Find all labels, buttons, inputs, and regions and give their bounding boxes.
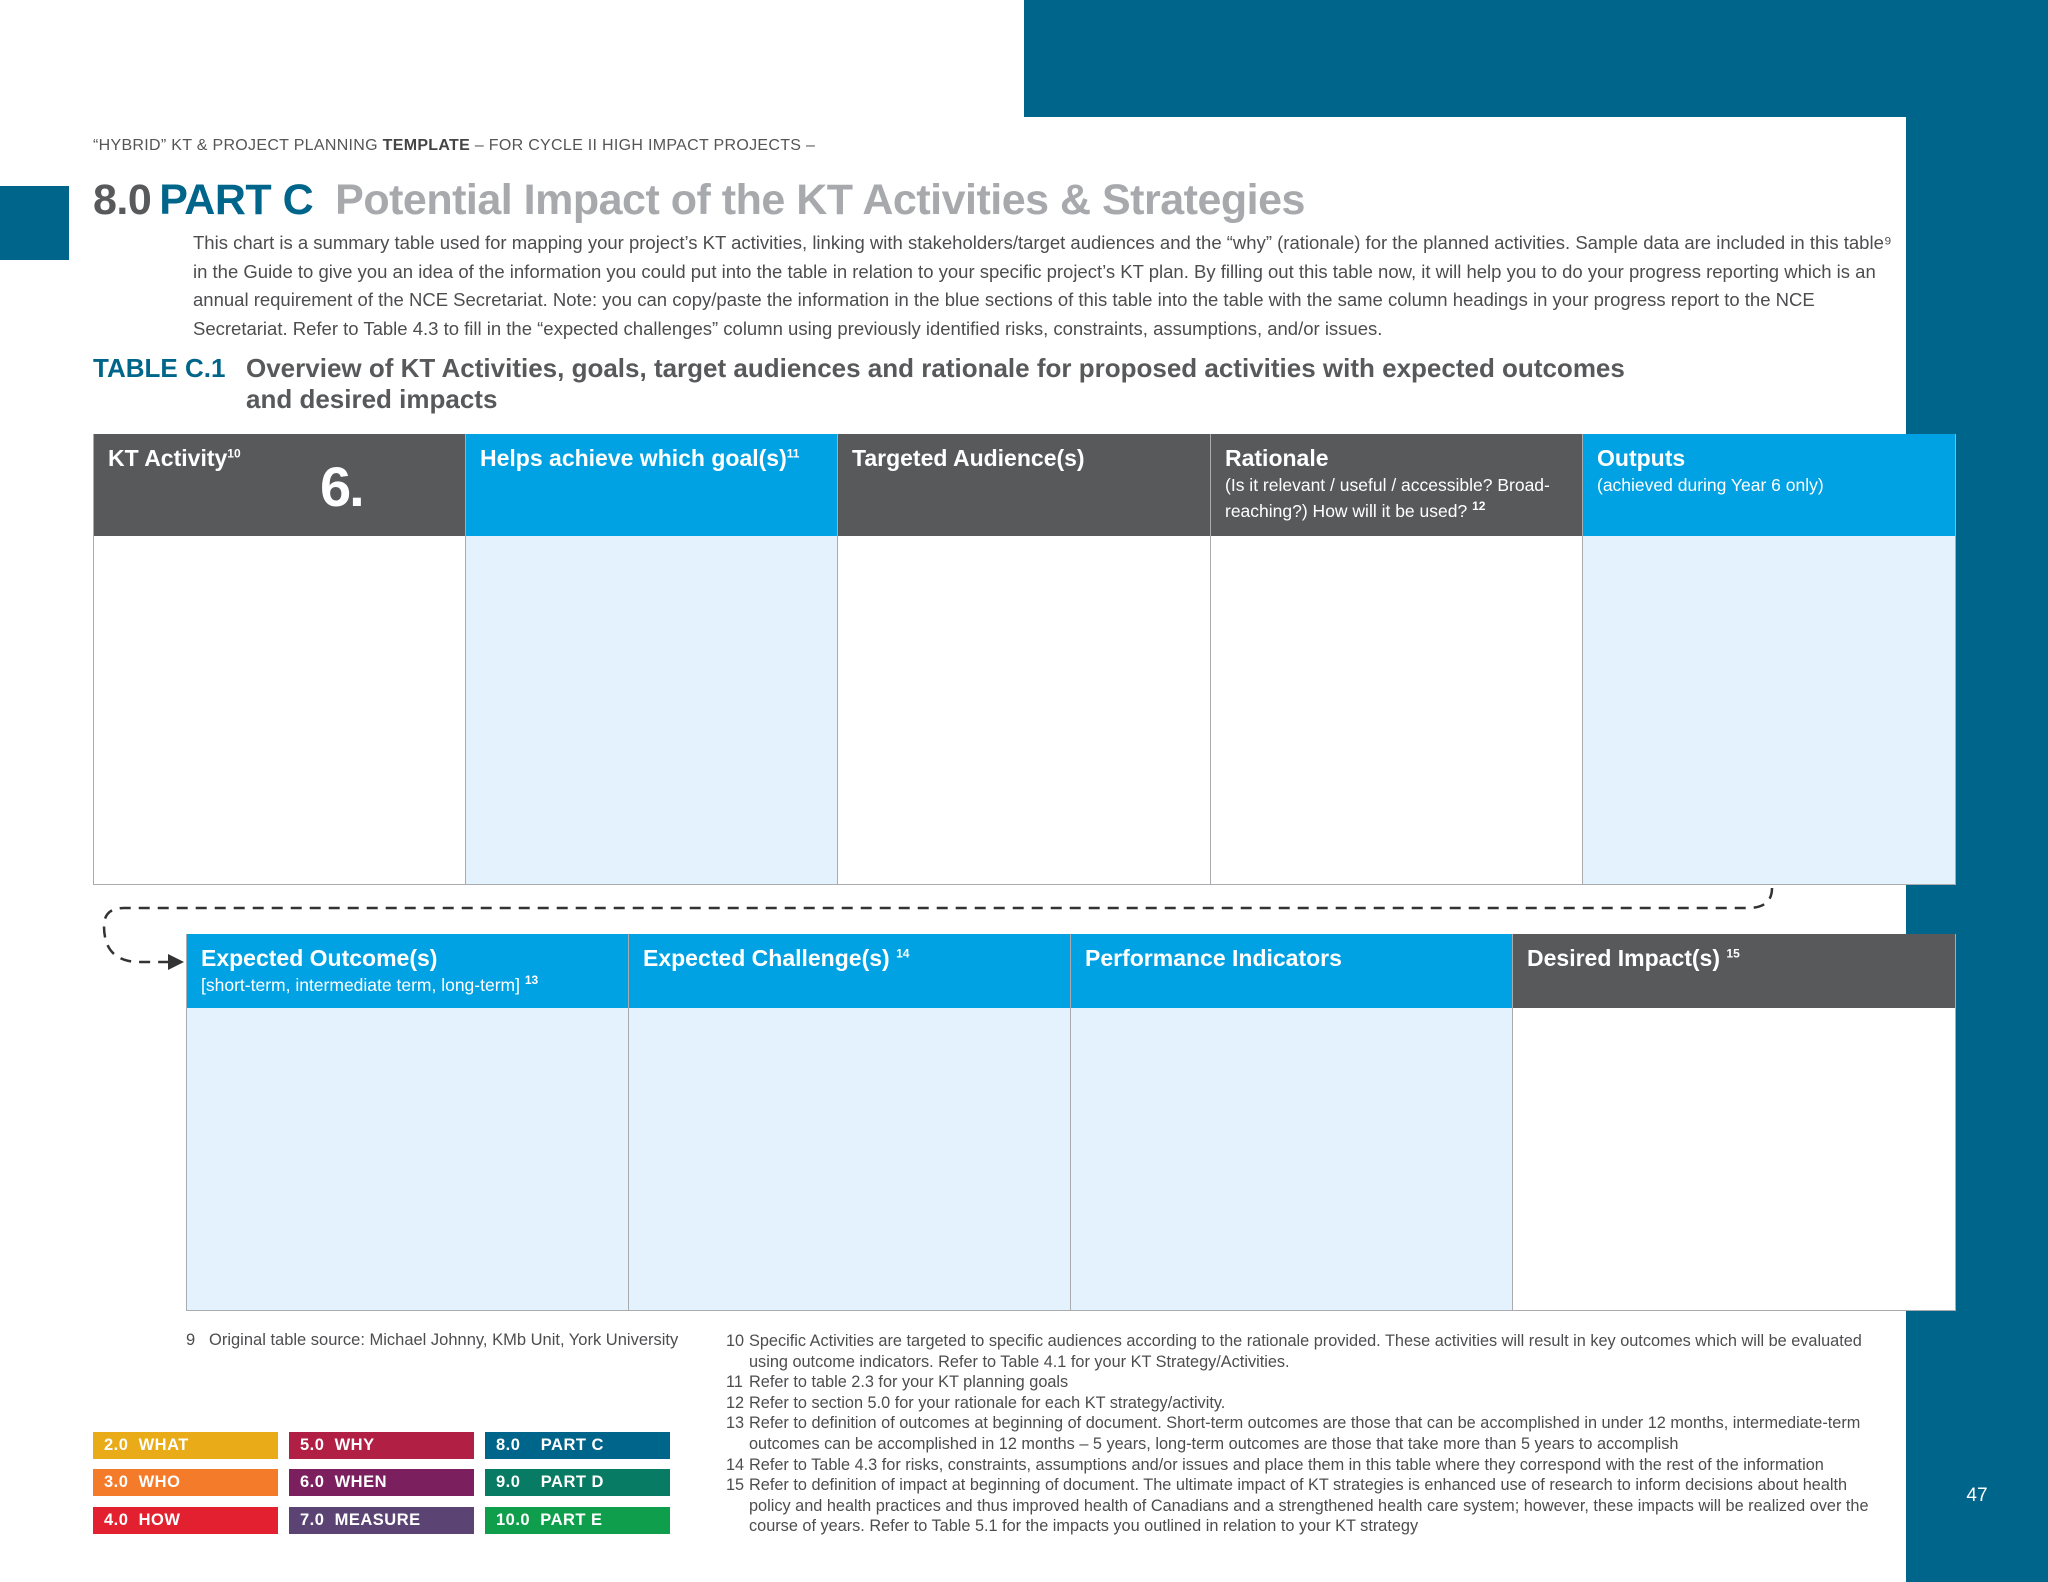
nav-tab-who[interactable]: 3.0 WHO — [93, 1469, 278, 1496]
footnote-number: 12 — [726, 1393, 745, 1412]
column-rationale[interactable] — [1211, 434, 1583, 885]
column-header-expected-challenge — [629, 934, 1070, 1008]
footnote-number: 14 — [726, 1455, 745, 1474]
expected-outcome-note: [short-term, intermediate term, long-term] — [201, 975, 520, 995]
table-caption-line2: and desired impacts — [246, 384, 498, 414]
nav-tab-part-d[interactable]: 9.0 PART D — [485, 1469, 670, 1496]
top-blue-band — [1024, 0, 2048, 117]
column-header-rationale — [1211, 434, 1582, 536]
column-expected-challenge[interactable] — [629, 934, 1071, 1311]
footnote-text: Refer to definition of impact at beginning of document. The ultimate impact of KT strategies is enhanced use of research to inform decisions about health policy and health practices and thus improved health of Canadians and a strengthened health care system; however, these impacts will be realized over the course of years. Refer to Table 5.1 for the impacts you outlined in relation to your KT strategy — [749, 1476, 1869, 1536]
section-title — [93, 176, 1305, 225]
footnote-11 — [726, 1372, 1876, 1393]
footnote-number: 15 — [726, 1476, 745, 1495]
column-header-kt-activity — [94, 434, 465, 536]
performance-indicators-title: Performance Indicators — [1085, 945, 1342, 971]
left-blue-tab — [0, 186, 69, 260]
footnote-number: 9 — [186, 1331, 196, 1349]
desired-impact-footnote-ref: 15 — [1726, 946, 1740, 961]
rationale-footnote-ref: 12 — [1472, 499, 1486, 514]
table-caption — [93, 353, 1813, 415]
section-subtitle: Potential Impact of the KT Activities & Strategies — [335, 176, 1305, 224]
footnote-text: Refer to section 5.0 for your rationale for each KT strategy/activity. — [749, 1393, 1226, 1412]
goals-title: Helps achieve which goal(s) — [480, 445, 787, 471]
column-desired-impact[interactable] — [1513, 934, 1956, 1311]
nav-tab-when[interactable]: 6.0 WHEN — [289, 1469, 474, 1496]
footnote-text: Refer to table 2.3 for your KT planning goals — [749, 1373, 1069, 1392]
expected-challenge-title: Expected Challenge(s) — [643, 945, 890, 971]
running-header-pre: “HYBRID” KT & PROJECT PLANNING — [93, 137, 383, 154]
kt-activity-title: KT Activity — [108, 445, 228, 471]
column-header-goals — [466, 434, 837, 536]
outputs-note: (achieved during Year 6 only) — [1597, 475, 1824, 495]
column-header-performance-indicators — [1071, 934, 1512, 1008]
footnote-15 — [726, 1475, 1876, 1537]
running-header-bold: TEMPLATE — [382, 137, 471, 154]
footnote-text: Original table source: Michael Johnny, KMb Unit, York University — [209, 1331, 679, 1349]
rationale-title: Rationale — [1225, 445, 1329, 471]
nav-tab-part-e[interactable]: 10.0 PART E — [485, 1507, 670, 1534]
footnote-10 — [726, 1331, 1876, 1372]
table-caption-label: TABLE C.1 — [93, 353, 226, 383]
nav-tab-why[interactable]: 5.0 WHY — [289, 1432, 474, 1459]
expected-outcome-footnote-ref: 13 — [524, 973, 539, 988]
column-header-outputs — [1583, 434, 1955, 536]
running-header-post: – FOR CYCLE II HIGH IMPACT PROJECTS – — [470, 137, 816, 154]
footnotes-list — [726, 1331, 1876, 1537]
footnote-9 — [186, 1331, 678, 1350]
table-caption-line1: Overview of KT Activities, goals, target audiences and rationale for proposed activities with expected outcomes — [246, 353, 1625, 383]
running-header — [93, 137, 815, 155]
footnote-number: 10 — [726, 1332, 745, 1350]
footnote-text: Specific Activities are targeted to specific audiences according to the rationale provided. These activities will result in key outcomes which will be evaluated using outcome indicators. Refer to Table 4.1 for your KT Strategy/Activities. — [749, 1332, 1862, 1371]
page-number: 47 — [1966, 1485, 1988, 1506]
section-part: PART C — [159, 176, 314, 224]
desired-impact-title: Desired Impact(s) — [1527, 945, 1721, 971]
nav-tab-how[interactable]: 4.0 HOW — [93, 1507, 278, 1534]
section-number: 8.0 — [93, 176, 152, 224]
kt-activity-footnote-ref: 10 — [227, 446, 241, 461]
nav-tab-what[interactable]: 2.0 WHAT — [93, 1432, 278, 1459]
column-header-expected-outcome — [187, 934, 628, 1008]
column-outputs[interactable] — [1583, 434, 1956, 885]
footnote-number: 13 — [726, 1414, 745, 1433]
footnote-text: Refer to Table 4.3 for risks, constraints, assumptions and/or issues and place them in this table where they correspond with the rest of the information — [749, 1455, 1824, 1474]
footnote-12 — [726, 1393, 1876, 1414]
column-kt-activity[interactable] — [93, 434, 466, 885]
expected-challenge-footnote-ref: 14 — [896, 946, 910, 961]
column-header-targeted-audience — [838, 434, 1210, 536]
footnote-text: Refer to definition of outcomes at beginning of document. Short-term outcomes are those that can be accomplished in under 12 months, intermediate-term outcomes can be accomplished in 12 months – 5 years, long-term outcomes are those that take more than 5 years to accomplish — [749, 1414, 1861, 1453]
goals-footnote-ref: 11 — [786, 446, 800, 461]
column-header-desired-impact — [1513, 934, 1955, 1008]
footnote-13 — [726, 1413, 1876, 1454]
intro-paragraph: This chart is a summary table used for mapping your project’s KT activities, linking with stakeholders/target audiences and the “why” (rationale) for the planned activities. Sample data are included in this table⁹ in the Guide to give you an idea of the information you could put into the table in relation to your specific project’s KT plan. By filling out this table now, it will help you to do your progress reporting which is an annual requirement of the NCE Secretariat. Note: you can copy/paste the information in the blue sections of this table into the table with the same column headings in your progress report to the NCE Secretariat. Refer to Table 4.3 to fill in the “expected challenges” column using previously identified risks, constraints, assumptions, and/or issues. — [193, 232, 1892, 339]
kt-activity-number: 6. — [320, 455, 363, 518]
column-targeted-audience[interactable] — [838, 434, 1211, 885]
footnote-14 — [726, 1455, 1876, 1476]
column-goals[interactable] — [466, 434, 838, 885]
column-performance-indicators[interactable] — [1071, 934, 1513, 1311]
expected-outcome-title: Expected Outcome(s) — [201, 945, 438, 971]
targeted-audience-title: Targeted Audience(s) — [852, 445, 1085, 471]
column-expected-outcome[interactable] — [186, 934, 629, 1311]
rationale-note: (Is it relevant / useful / accessible? Broad-reaching?) How will it be used? — [1225, 475, 1550, 521]
outputs-title: Outputs — [1597, 445, 1686, 471]
nav-tab-part-c[interactable]: 8.0 PART C — [485, 1432, 670, 1459]
footnote-number: 11 — [726, 1373, 743, 1392]
nav-tab-measure[interactable]: 7.0 MEASURE — [289, 1507, 474, 1534]
